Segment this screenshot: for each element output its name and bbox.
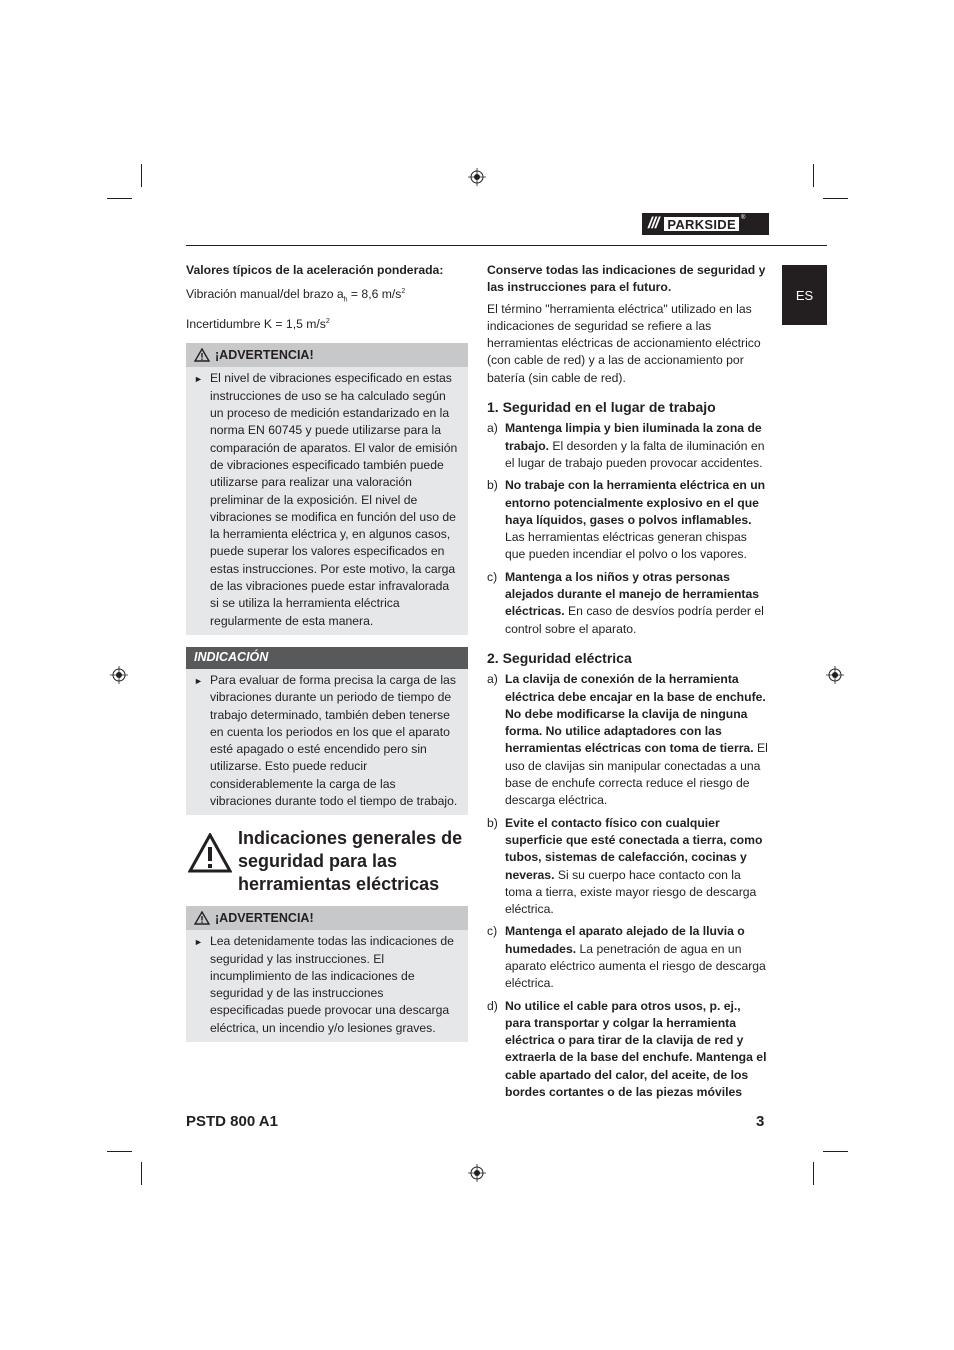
arrow-bullet-icon: ► [194, 675, 203, 686]
warning-header [186, 906, 468, 930]
crop-mark [141, 164, 142, 187]
warning-title: ¡ADVERTENCIA! [215, 347, 314, 362]
registration-mark-icon [110, 666, 128, 684]
parkside-logo [642, 213, 769, 235]
language-tab: ES [782, 265, 827, 325]
note-box [186, 647, 468, 815]
list-item [194, 370, 460, 629]
warning-box [186, 906, 468, 1042]
note-text: Para evaluar de forma precisa la carga de las vibraciones durante un periodo de tiempo de trabajo determinado, también deben tenerse en cuenta los periodos en los que el aparato esté apagado o esté encendido pero sin utilizarse. Esto puede reducir considerablemente la carga de las vibraciones durante todo el tiempo de trabajo. [210, 672, 458, 808]
list-item: b) No trabaje con la herramienta eléctrica en un entorno potencialmente explosivo en el que haya líquidos, gases o polvos inflamables. Las herramientas eléctricas generan chispas que pueden incendiar el polvo o los vapores. [487, 478, 766, 562]
list-item [194, 672, 460, 810]
logo-slashes: /// [648, 215, 659, 232]
warning-text: Lea detenidamente todas las indicaciones de seguridad y las instrucciones. El incumplimiento de las indicaciones de seguridad y de las instrucciones especificadas puede provocar una descarga eléctrica, un incendio y/o lesiones graves. [210, 934, 454, 1035]
registration-mark-icon [826, 666, 844, 684]
list-item: a) La clavija de conexión de la herramienta eléctrica debe encajar en la base de enchufe. No debe modificarse la clavija de ninguna forma. No utilice adaptadores con las herramientas eléctricas con toma de tierra. El uso de clavijas sin manipular conectadas a una base de enchufe correcta reduce el riesgo de descarga eléctrica. [487, 672, 768, 808]
crop-mark [107, 1151, 132, 1152]
list-item: c) Mantenga el aparato alejado de la lluvia o humedades. La penetración de agua en un aparato eléctrico aumenta el riesgo de descarga eléctrica. [487, 924, 766, 991]
warning-triangle-icon [194, 911, 210, 925]
acceleration-title: Valores típicos de la aceleración ponderada: [186, 263, 444, 277]
note-title: INDICACIÓN [186, 647, 468, 669]
warning-triangle-icon [194, 348, 210, 362]
crop-mark [107, 198, 132, 199]
warning-triangle-icon [188, 833, 232, 873]
registration-mark-icon [468, 168, 486, 186]
crop-mark [823, 1151, 848, 1152]
crop-mark [823, 198, 848, 199]
keep-instructions-title: Conserve todas las indicaciones de seguridad y las instrucciones para el futuro. [487, 263, 766, 295]
arrow-bullet-icon: ► [194, 374, 203, 385]
crop-mark [813, 164, 814, 187]
left-column [186, 262, 468, 1042]
section-heading-text: Indicaciones generales de seguridad para las herramientas eléctricas [238, 828, 463, 895]
warning-title: ¡ADVERTENCIA! [215, 910, 314, 925]
list-item: a) Mantenga limpia y bien iluminada la zona de trabajo. El desorden y la falta de iluminación en el lugar de trabajo pueden provocar accidentes. [487, 421, 765, 470]
logo-brand-box [663, 216, 740, 232]
warning-header [186, 343, 468, 367]
header-rule [186, 245, 827, 246]
section-title: 2. Seguridad eléctrica [487, 649, 632, 666]
warning-text: El nivel de vibraciones especificado en estas instrucciones de uso se ha calculado según un proceso de medición estandarizado en la norma EN 60745 y puede utilizarse para la comparación de aparatos. El valor de emisión de vibraciones especificado también puede utilizarse para realizar una valoración preliminar de la exposición. El nivel de vibraciones se modifica en función del uso de la herramienta eléctrica y, en algunos casos, puede superar los valores especificados en estas instrucciones. Por este motivo, la carga de las vibraciones puede estar infravalorada si se utiliza la herramienta eléctrica regularmente de esta manera. [210, 371, 458, 628]
page-number: 3 [756, 1113, 765, 1130]
footer-model: PSTD 800 A1 [186, 1113, 278, 1130]
section-heading [186, 827, 468, 896]
logo-brand: PARKSIDE [667, 216, 736, 232]
crop-mark [813, 1162, 814, 1185]
intro-text: El término "herramienta eléctrica" utilizado en las indicaciones de seguridad se refiere a las herramientas eléctricas de accionamiento eléctrico (con cable de red) y a las de accionamiento por batería (sin cable de red). [487, 301, 761, 385]
arrow-bullet-icon: ► [194, 937, 203, 948]
registration-mark-icon [468, 1164, 486, 1182]
crop-mark [141, 1162, 142, 1185]
list-item [194, 933, 460, 1037]
list-item: b) Evite el contacto físico con cualquier superficie que esté conectada a tierra, como tubos, sistemas de calefacción, cocinas y neveras. Si su cuerpo hace contacto con la toma a tierra, existe mayor riesgo de descarga eléctrica. [487, 815, 763, 917]
list-item: c) Mantenga a los niños y otras personas alejados durante el manejo de herramientas eléctricas. En caso de desvíos podría perder el control sobre el aparato. [487, 569, 764, 636]
list-item: d) No utilice el cable para otros usos, p. ej., para transportar y colgar la herramienta eléctrica o para tirar de la clavija de red y extraerla de la base del enchufe. Mantenga el cable apartado del calor, del aceite, de los bordes cortantes o de las piezas móviles [487, 998, 767, 1100]
section-title: 1. Seguridad en el lugar de trabajo [487, 399, 716, 416]
warning-box [186, 343, 468, 634]
vibration-value: Vibración manual/del brazo $a_h = 8,6$ $m/s^2$ [186, 287, 406, 304]
right-column [487, 262, 769, 1106]
logo-registered-mark: ® [740, 215, 746, 221]
uncertainty-value: Incertidumbre K = 1,5 $m/s^2$ [186, 317, 330, 332]
